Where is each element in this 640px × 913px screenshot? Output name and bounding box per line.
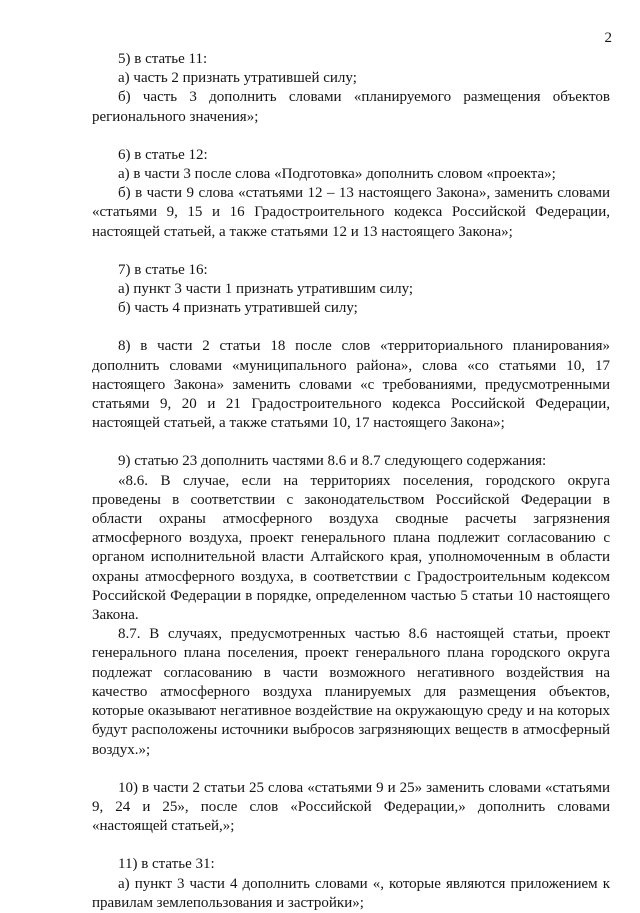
paragraph: а) пункт 3 части 4 дополнить словами «, которые являются приложением к правилам землепользования и застройки»;	[92, 875, 610, 911]
paragraph: 6) в статье 12:	[118, 146, 208, 163]
paragraph: 10) в части 2 статьи 25 слова «статьями 9 и 25» заменить словами «статьями 9, 24 и 25», после слов «Российской Федерации,» дополнить словами «настоящей статьей,»;	[92, 779, 610, 835]
paragraph: 7) в статье 16:	[118, 261, 208, 278]
page-number: 2	[604, 30, 612, 46]
paragraph: б) часть 3 дополнить словами «планируемого размещения объектов регионального значения»;	[92, 89, 610, 125]
paragraph: 5) в статье 11:	[118, 51, 208, 67]
paragraph: а) пункт 3 части 1 признать утратившим силу;	[118, 281, 414, 298]
document-body	[92, 50, 610, 913]
paragraph: б) часть 4 признать утратившей силу;	[118, 300, 358, 317]
paragraph: 8) в части 2 статьи 18 после слов «территориального планирования» дополнить словами «муниципального района», слова «со статьями 10, 17 настоящего Закона» заменить словами «с требованиями, предусмотренными статьями 9, 20 и 21 Градостроительного кодекса Российской Федерации, настоящей статьей, а также статьями 10, 17 настоящего Закона»;	[92, 338, 610, 432]
paragraph: «8.6. В случае, если на территориях поселения, городского округа проведены в соответствии с законодательством Российской Федерации в области охраны атмосферного воздуха сводные расчеты загрязнения атмосферного воздуха, проект генерального плана подлежит согласованию с органом исполнительной власти Алтайского края, уполномоченным в области охраны атмосферного воздуха, в соответствии с Градостроительным кодексом Российской Федерации в порядке, определенном частью 5 статьи 10 настоящего Закона.	[92, 472, 610, 624]
paragraph: а) часть 2 признать утратившей силу;	[118, 70, 357, 87]
paragraph: 11) в статье 31:	[118, 856, 215, 873]
paragraph: 9) статью 23 дополнить частями 8.6 и 8.7 следующего содержания:	[118, 453, 547, 470]
paragraph: 8.7. В случаях, предусмотренных частью 8.6 настоящей статьи, проект генерального плана поселения, проект генерального плана городского округа подлежат согласованию в части возможного негативного воздействия на качество атмосферного воздуха планируемых для размещения объектов, которые оказывают негативное воздействие на окружающую среду и на которых будут расположены источники выбросов загрязняющих веществ в атмосферный воздух.»;	[92, 626, 610, 758]
paragraph: б) в части 9 слова «статьями 12 – 13 настоящего Закона», заменить словами «статьями 9, 15 и 16 Градостроительного кодекса Российской Федерации, настоящей статьей, а также статьями 12 и 13 настоящего Закона»;	[92, 185, 610, 240]
paragraph: а) в части 3 после слова «Подготовка» дополнить словом «проекта»;	[118, 166, 556, 183]
